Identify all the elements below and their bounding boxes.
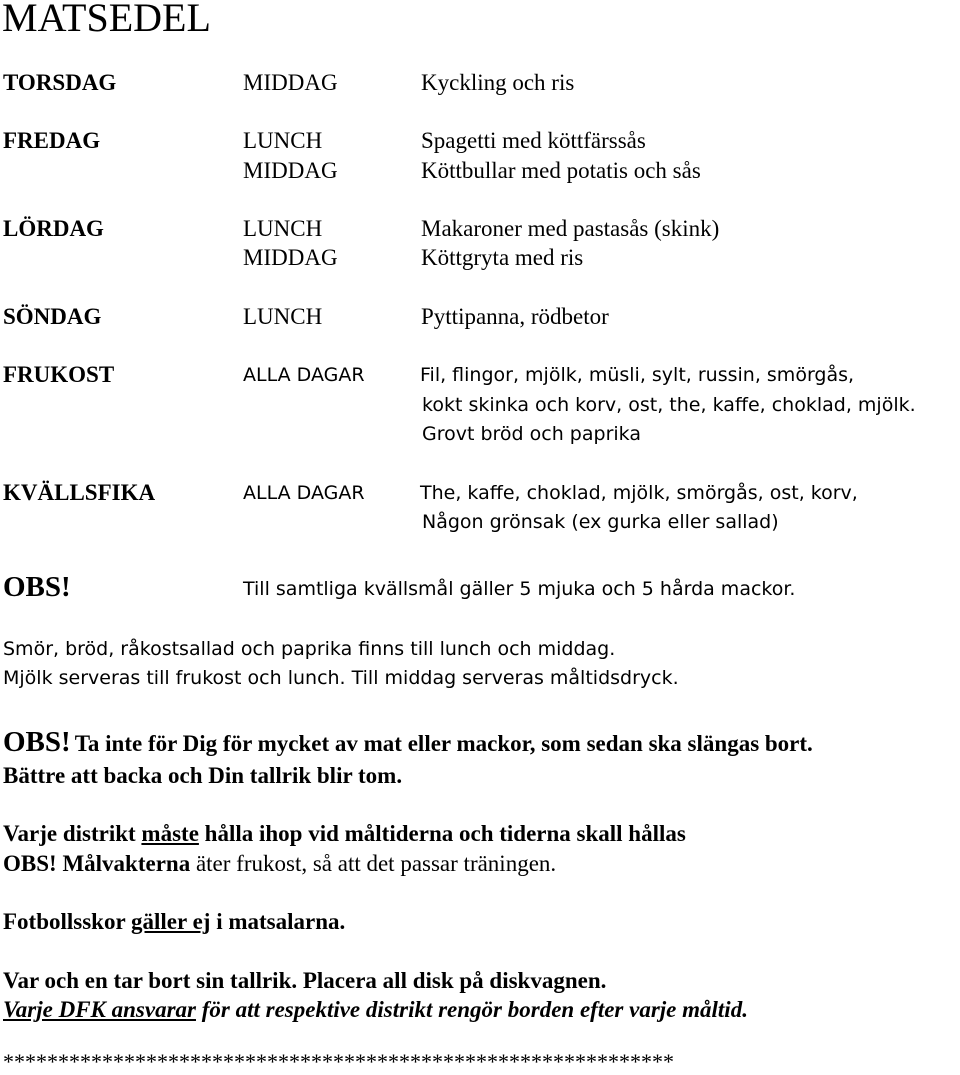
meal-label: LUNCH: [243, 128, 323, 153]
dish-text: Pyttipanna, rödbetor: [421, 304, 609, 329]
district-rule: [3, 821, 686, 847]
obs-warning-text: Ta inte för Dig för mycket av mat eller mackor, som sedan ska slängas bort.: [74, 731, 813, 756]
info-line: Smör, bröd, råkostsallad och paprika finns till lunch och middag.: [3, 638, 616, 660]
meal-label: MIDDAG: [243, 70, 338, 95]
shoes-text: i matsalarna.: [210, 909, 346, 934]
kvallsfika-when: ALLA DAGAR: [243, 482, 365, 504]
goalkeeper-note: [3, 851, 556, 877]
obs-text: Till samtliga kvällsmål gäller 5 mjuka och 5 hårda mackor.: [243, 578, 796, 600]
shoes-emphasis: gäller ej: [131, 909, 211, 934]
dish-text: Makaroner med pastasås (skink): [421, 216, 720, 241]
meal-label: MIDDAG: [243, 245, 338, 270]
district-text: hålla ihop vid måltiderna och tiderna skall hållas: [198, 821, 686, 846]
info-line: Mjölk serveras till frukost och lunch. Till middag serveras måltidsdryck.: [3, 667, 679, 689]
dish-text: Kyckling och ris: [421, 70, 575, 95]
dish-text: Köttbullar med potatis och sås: [421, 158, 701, 183]
kvallsfika-line: Någon grönsak (ex gurka eller sallad): [422, 511, 779, 533]
kvallsfika-label: KVÄLLSFIKA: [3, 480, 156, 505]
goalkeeper-label: Målvakterna: [62, 851, 191, 876]
dfk-rule: [3, 997, 748, 1023]
obs-warning-text: Bättre att backa och Din tallrik blir tom.: [3, 763, 403, 788]
kvallsfika-line: The, kaffe, choklad, mjölk, smörgås, ost, korv,: [420, 482, 858, 504]
obs-label: OBS!: [3, 571, 71, 603]
day-label: LÖRDAG: [3, 216, 104, 241]
goalkeeper-text: äter frukost, så att det passar träningen.: [190, 851, 557, 876]
dfk-text: för att respektive distrikt rengör borden efter varje måltid.: [195, 997, 748, 1022]
frukost-when: ALLA DAGAR: [243, 364, 365, 386]
frukost-label: FRUKOST: [3, 362, 115, 387]
day-label: FREDAG: [3, 128, 101, 153]
frukost-line: Grovt bröd och paprika: [422, 423, 641, 445]
frukost-line: Fil, flingor, mjölk, müsli, sylt, russin, smörgås,: [420, 364, 855, 386]
district-emphasis: måste: [141, 821, 199, 846]
frukost-line: kokt skinka och korv, ost, the, kaffe, choklad, mjölk.: [422, 394, 916, 416]
dish-text: Spagetti med köttfärssås: [421, 128, 646, 153]
day-label: TORSDAG: [3, 70, 117, 95]
shoes-rule: [3, 909, 345, 935]
plates-rule: Var och en tar bort sin tallrik. Placera all disk på diskvagnen.: [3, 968, 607, 993]
obs-warning: [3, 727, 813, 757]
meal-label: MIDDAG: [243, 158, 338, 183]
dfk-emphasis: Varje DFK ansvarar: [3, 997, 196, 1022]
dish-text: Köttgryta med ris: [421, 245, 584, 270]
meal-label: LUNCH: [243, 216, 323, 241]
obs-label: OBS!: [3, 851, 57, 876]
meal-label: LUNCH: [243, 304, 323, 329]
obs-label: OBS!: [3, 726, 71, 758]
page-title: MATSEDEL: [2, 0, 211, 40]
shoes-text: Fotbollsskor: [3, 909, 132, 934]
day-label: SÖNDAG: [3, 304, 102, 329]
district-text: Varje distrikt: [3, 821, 142, 846]
separator-stars: *************************************************************: [3, 1049, 674, 1074]
